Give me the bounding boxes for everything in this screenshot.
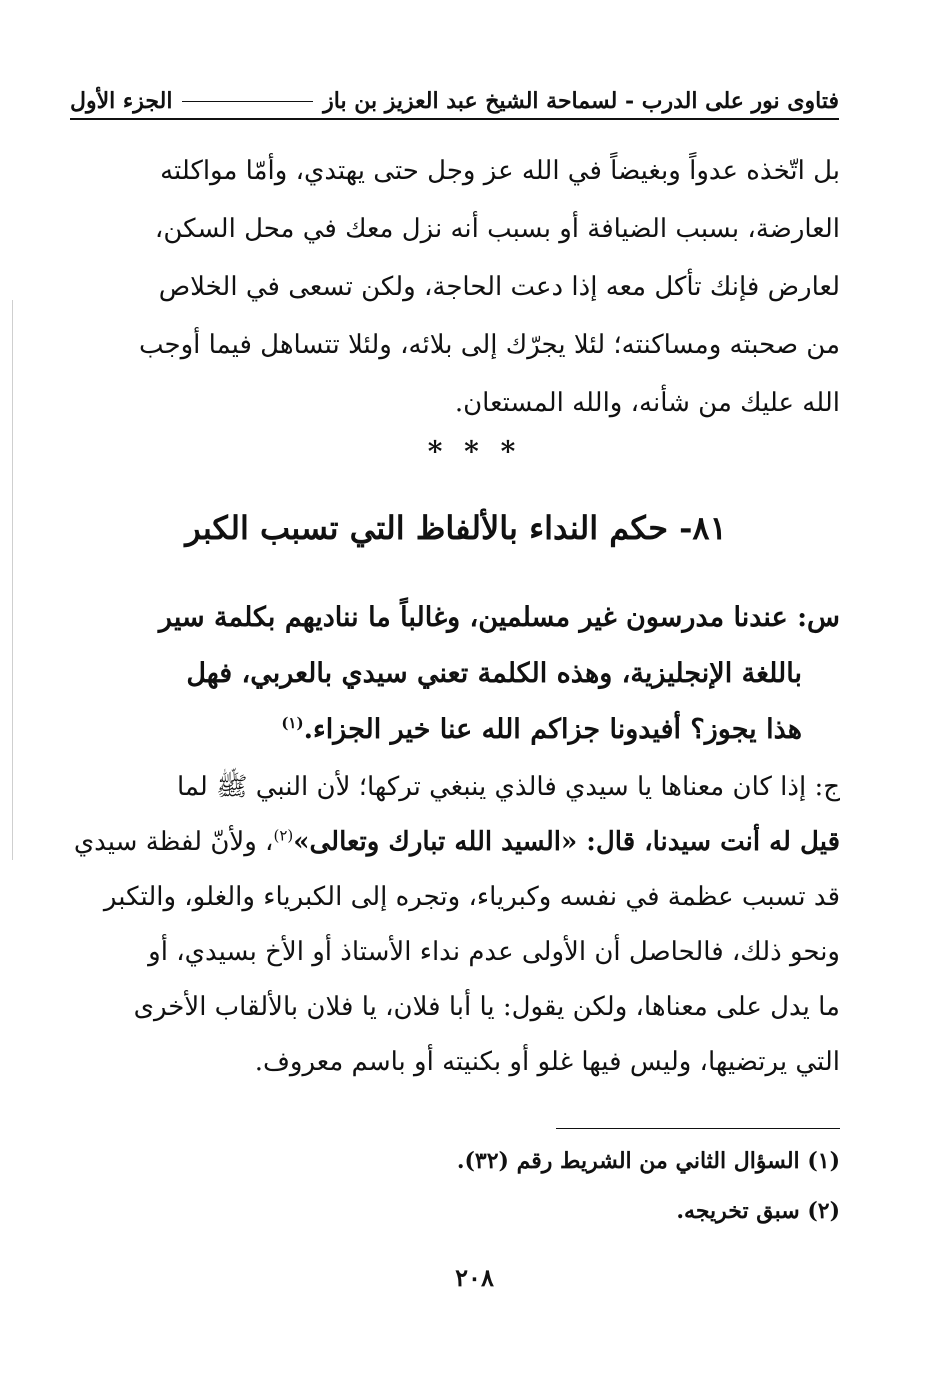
- page-number: ٢٠٨: [455, 1263, 494, 1292]
- paragraph-line: بل اتّخذه عدواً وبغيضاً في الله عز وجل حتى يهتدي، وأمّا مواكلته: [160, 156, 840, 186]
- question-line-text: هذا يجوز؟ أفيدونا جزاكم الله عنا خير الجزاء.: [303, 714, 802, 745]
- paragraph-line: من صحبته ومساكنته؛ لئلا يجرّك إلى بلائه، ولئلا تتساهل فيما أوجب: [139, 330, 840, 360]
- footnote-ref: (١): [281, 714, 304, 732]
- answer-line: التي يرتضيها، وليس فيها غلو أو بكنيته أو باسم معروف.: [254, 1047, 840, 1077]
- hadith-quote: قيل له أنت سيدنا، قال: «السيد الله تبارك وتعالى»: [293, 827, 840, 857]
- question-line: س: عندنا مدرسون غير مسلمين، وغالباً ما نناديهم بكلمة سير: [158, 602, 840, 633]
- paragraph-line: لعارض فإنك تأكل معه إذا دعت الحاجة، ولكن تسعى في الخلاص: [158, 272, 840, 302]
- scan-edge-line: [12, 300, 13, 860]
- question-block: [72, 590, 840, 758]
- footnote-rule: [556, 1128, 840, 1129]
- paragraph-line: الله عليك من شأنه، والله المستعان.: [454, 388, 840, 418]
- header-rule: [182, 101, 313, 102]
- section-separator: * * *: [427, 435, 522, 468]
- header-part: الجزء الأول: [70, 88, 173, 114]
- footnote: (٢) سبق تخريجه.: [676, 1198, 840, 1224]
- answer-line-text: ، ولأنّ لفظة سيدي: [73, 827, 274, 857]
- answer-line: ما يدل على معناها، ولكن يقول: يا أبا فلان، يا فلان بالألقاب الأخرى: [133, 992, 840, 1022]
- answer-line: ونحو ذلك، فالحاصل أن الأولى عدم نداء الأستاذ أو الأخ بسيدي، أو: [148, 937, 840, 967]
- running-header: [70, 84, 839, 120]
- footnote-ref: (٢): [273, 826, 294, 845]
- paragraph-line: العارضة، بسبب الضيافة أو بسبب أنه نزل معك في محل السكن،: [154, 214, 840, 244]
- question-line: [72, 702, 840, 758]
- header-title: فتاوى نور على الدرب - لسماحة الشيخ عبد العزيز بن باز: [323, 88, 839, 114]
- answer-line: [72, 815, 840, 870]
- question-line: باللغة الإنجليزية، وهذه الكلمة تعني سيدي بالعربي، فهل: [186, 658, 802, 689]
- footnote: (١) السؤال الثاني من الشريط رقم (٣٢).: [456, 1148, 840, 1174]
- paragraph-continuation: [72, 142, 840, 432]
- answer-line: ج: إذا كان معناها يا سيدي فالذي ينبغي تركها؛ لأن النبي ﷺ لما: [176, 772, 840, 802]
- answer-line: قد تسبب عظمة في نفسه وكبرياء، وتجره إلى الكبرياء والغلو، والتكبر: [103, 882, 840, 912]
- footnotes: [72, 1136, 840, 1236]
- answer-block: [72, 760, 840, 1090]
- fatwa-heading: ٨١- حكم النداء بالألفاظ التي تسبب الكبر: [185, 509, 727, 547]
